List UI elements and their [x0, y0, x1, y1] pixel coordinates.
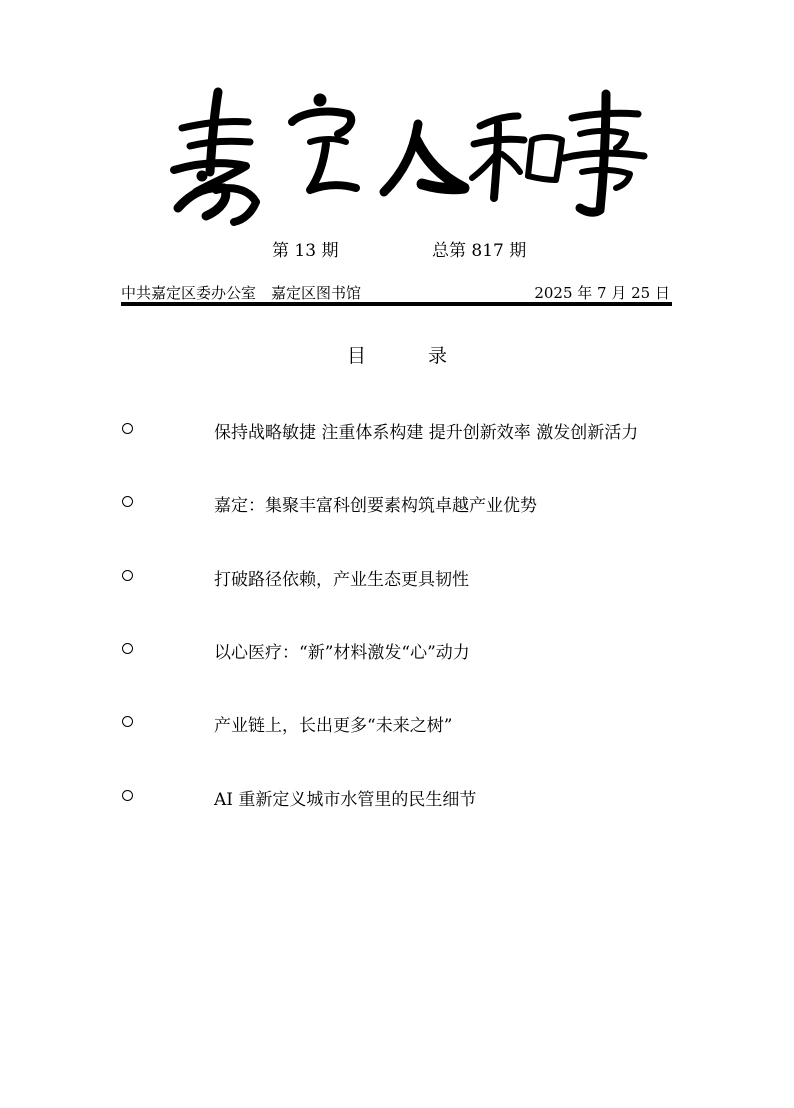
circle-bullet-icon	[122, 790, 133, 801]
circle-bullet-icon	[122, 496, 133, 507]
toc-item-title[interactable]: AI 重新定义城市水管里的民生细节	[214, 790, 477, 810]
calligraphy-char-ren	[384, 124, 464, 192]
calligraphy-char-shi	[564, 94, 644, 212]
calligraphy-char-jia	[174, 92, 256, 222]
toc-item-title[interactable]: 保持战略敏捷 注重体系构建 提升创新效率 激发创新活力	[214, 423, 639, 443]
toc-item[interactable]	[0, 785, 794, 815]
toc-item[interactable]	[0, 491, 794, 521]
toc-item-title[interactable]: 打破路径依赖，产业生态更具韧性	[214, 570, 469, 590]
toc-item-title[interactable]: 以心医疗：“新”材料激发“心”动力	[214, 643, 470, 663]
total-issue-number: 总第 817 期	[432, 241, 527, 261]
calligraphy-char-ding	[292, 94, 356, 190]
publisher-name: 中共嘉定区委办公室 嘉定区图书馆	[121, 284, 362, 302]
circle-bullet-icon	[122, 570, 133, 581]
circle-bullet-icon	[122, 423, 133, 434]
toc-item[interactable]	[0, 565, 794, 595]
toc-item[interactable]	[0, 711, 794, 741]
calligraphy-char-he	[472, 116, 562, 198]
header-divider	[121, 302, 672, 306]
issue-line	[0, 236, 794, 260]
toc-item-title[interactable]: 产业链上，长出更多“未来之树”	[214, 716, 453, 736]
issue-number: 第 13 期	[272, 241, 339, 261]
toc-title: 目 录	[346, 345, 476, 367]
circle-bullet-icon	[122, 643, 133, 654]
circle-bullet-icon	[122, 716, 133, 727]
publisher-line	[121, 282, 672, 302]
toc-item-title[interactable]: 嘉定：集聚丰富科创要素构筑卓越产业优势	[214, 496, 537, 516]
masthead-calligraphy	[160, 80, 650, 230]
publish-date: 2025 年 7 月 25 日	[534, 284, 670, 302]
toc-item[interactable]	[0, 638, 794, 668]
toc-item[interactable]	[0, 418, 794, 448]
